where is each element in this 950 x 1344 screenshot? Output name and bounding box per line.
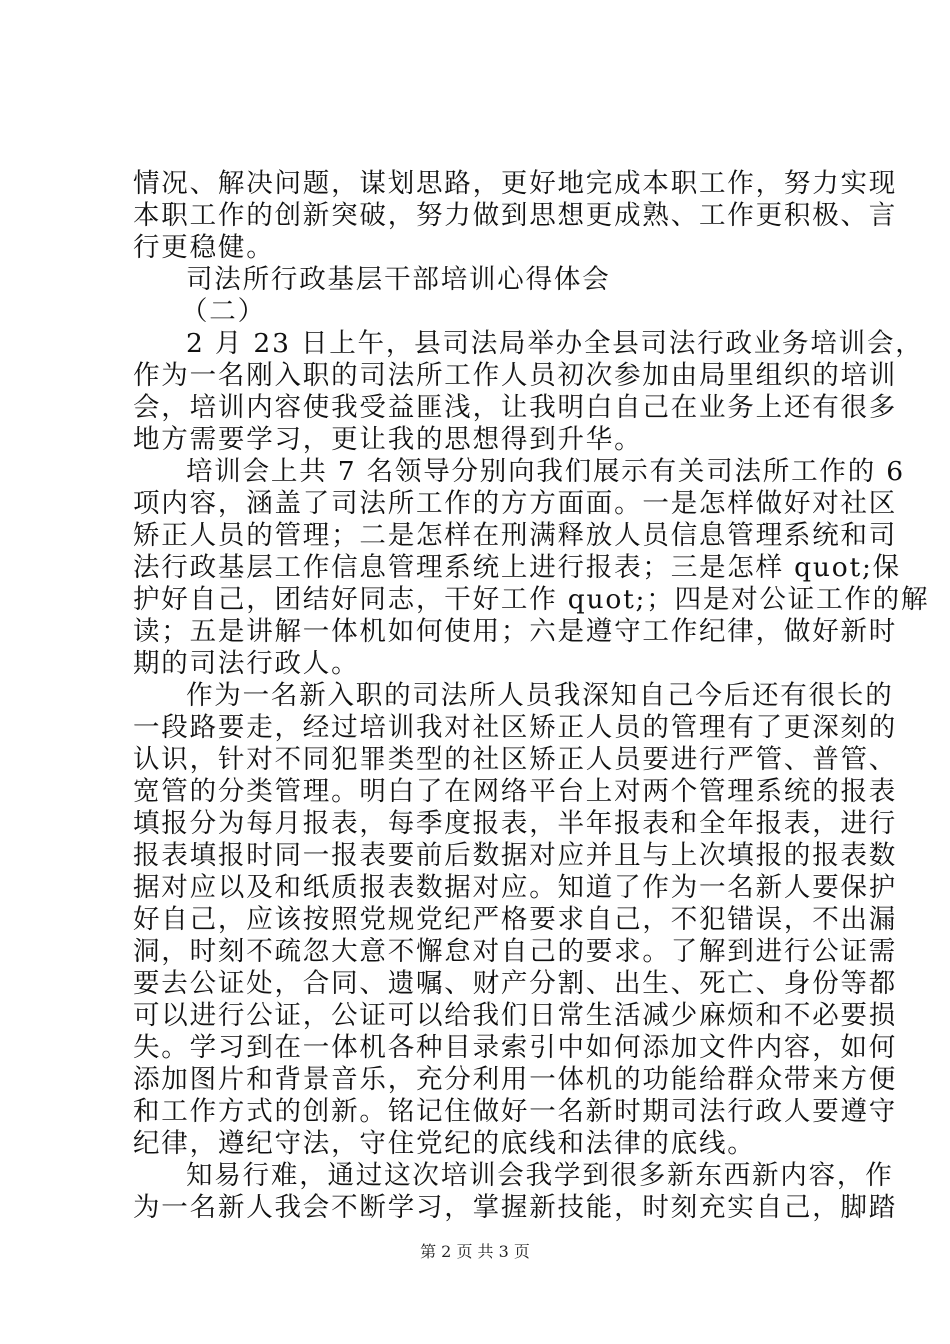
text-line: 期的司法行政人。 [133,648,360,679]
text-line: 失。学习到在一体机各种目录索引中如何添加文件内容，如何 [133,1032,898,1063]
text-line: 要去公证处，合同、遗嘱、财产分割、出生、死亡、身份等都 [133,968,898,999]
text-line: 矫正人员的管理；二是怎样在刑满释放人员信息管理系统和司 [133,520,898,551]
text-line: 一段路要走，经过培训我对社区矫正人员的管理有了更深刻的 [133,712,898,743]
text-line: 地方需要学习，更让我的思想得到升华。 [133,424,643,455]
text-line: 作为一名新入职的司法所人员我深知自己今后还有很长的 [186,680,894,711]
text-line: 培训会上共 7 名领导分别向我们展示有关司法所工作的 6 [186,456,905,487]
text-line: 作为一名刚入职的司法所工作人员初次参加由局里组织的培训 [133,360,898,391]
text-line: 护好自己，团结好同志，干好工作 quot;；四是对公证工作的解 [133,584,930,615]
text-line: 好自己，应该按照党规党纪严格要求自己，不犯错误，不出漏 [133,904,898,935]
text-line: 情况、解决问题，谋划思路，更好地完成本职工作，努力实现 [133,168,898,199]
text-line: 洞，时刻不疏忽大意不懈怠对自己的要求。了解到进行公证需 [133,936,898,967]
text-line: 报表填报时同一报表要前后数据对应并且与上次填报的报表数 [133,840,898,871]
text-line: 宽管的分类管理。明白了在网络平台上对两个管理系统的报表 [133,776,898,807]
text-line: 本职工作的创新突破，努力做到思想更成熟、工作更积极、言 [133,200,898,231]
text-line: 为一名新人我会不断学习，掌握新技能，时刻充实自己，脚踏 [133,1192,898,1223]
text-line: 行更稳健。 [133,232,275,263]
text-line: 纪律，遵纪守法，守住党纪的底线和法律的底线。 [133,1128,756,1159]
text-line: 知易行难，通过这次培训会我学到很多新东西新内容，作 [186,1160,894,1191]
text-line: 可以进行公证，公证可以给我们日常生活减少麻烦和不必要损 [133,1000,898,1031]
text-line: 读；五是讲解一体机如何使用；六是遵守工作纪律，做好新时 [133,616,898,647]
text-line: 据对应以及和纸质报表数据对应。知道了作为一名新人要保护 [133,872,898,903]
text-line: 添加图片和背景音乐，充分利用一体机的功能给群众带来方便 [133,1064,898,1095]
text-line: （二） [181,296,266,327]
document-body [133,168,930,1224]
text-line: 认识，针对不同犯罪类型的社区矫正人员要进行严管、普管、 [133,744,898,775]
text-line: 法行政基层工作信息管理系统上进行报表；三是怎样 quot;保 [133,552,901,583]
text-line: 和工作方式的创新。铭记住做好一名新时期司法行政人要遵守 [133,1096,898,1127]
text-line: 司法所行政基层干部培训心得体会 [186,264,611,295]
text-line: 填报分为每月报表，每季度报表，半年报表和全年报表，进行 [133,808,898,839]
page-footer: 第 2 页 共 3 页 [420,1242,530,1261]
text-line: 会，培训内容使我受益匪浅，让我明白自己在业务上还有很多 [133,392,898,423]
text-line: 项内容，涵盖了司法所工作的方方面面。一是怎样做好对社区 [133,488,898,519]
text-line: 2 月 23 日上午，县司法局举办全县司法行政业务培训会， [186,328,924,359]
